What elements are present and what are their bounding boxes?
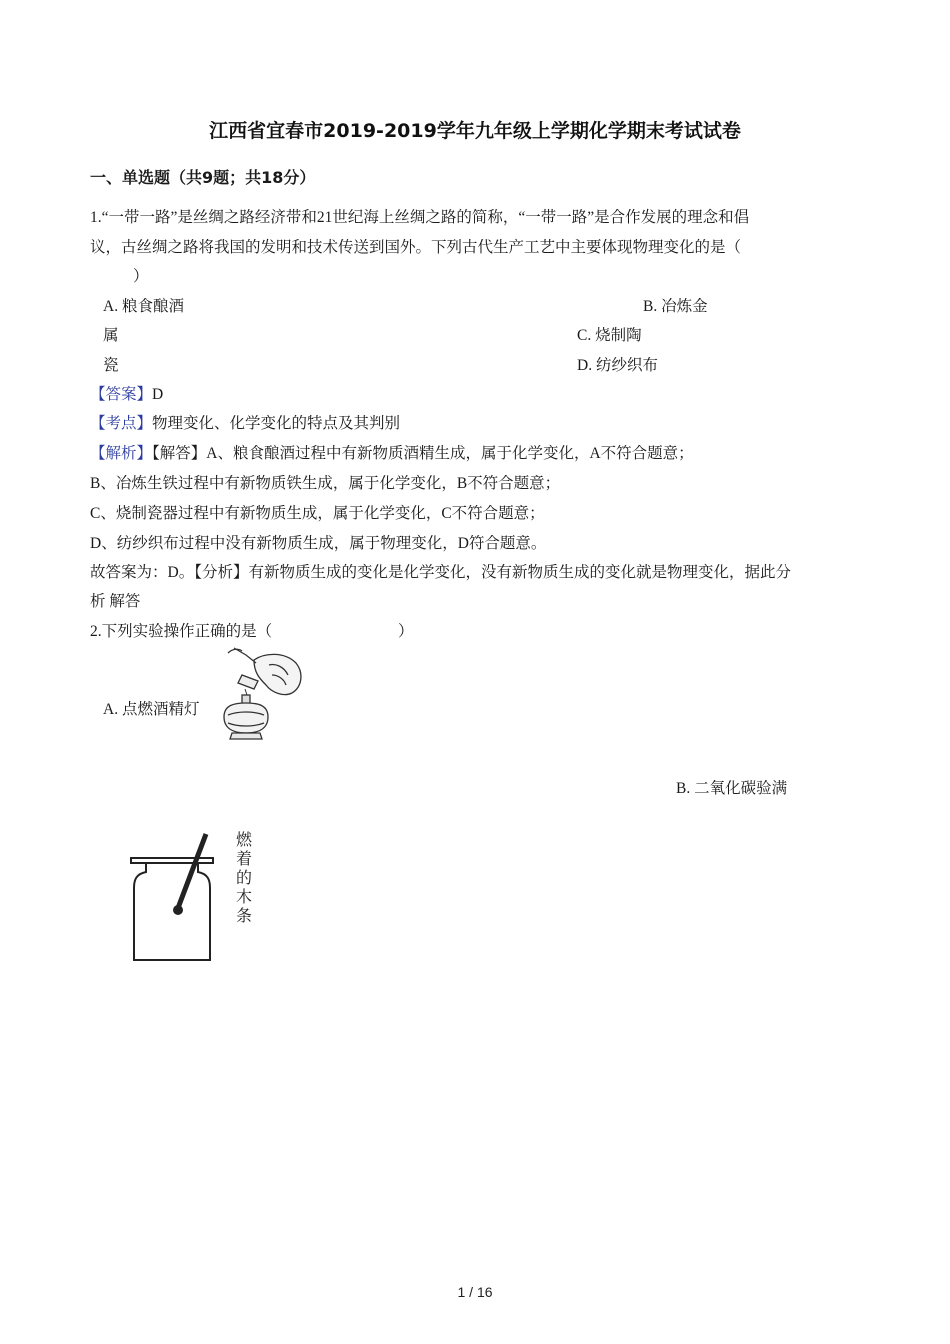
q1-point-line <box>90 414 400 434</box>
section-heading: 一、单选题（共9题；共18分） <box>90 168 316 187</box>
q1-analysis-line6: 析 解答 <box>90 593 141 610</box>
q2-stem: 2.下列实验操作正确的是（ <box>90 623 273 640</box>
analysis-text-1: 【解答】A、粮食酿酒过程中有新物质酒精生成，属于化学变化，A不符合题意； <box>152 445 694 462</box>
q1-stem-line1: 1.“一带一路”是丝绸之路经济带和21世纪海上丝绸之路的简称，“一带一路”是合作发展的理念和倡 <box>90 209 750 226</box>
q1-option-b-continued: 属 <box>103 327 119 344</box>
q2-option-b: B. 二氧化碳验满 <box>676 780 788 797</box>
answer-value: D <box>152 386 164 403</box>
analysis-tag: 【解析】 <box>90 445 153 462</box>
q2-option-a: A. 点燃酒精灯 <box>103 701 200 718</box>
q1-analysis-line5: 故答案为：D。【分析】有新物质生成的变化是化学变化，没有新物质生成的变化就是物理变化，据此分 <box>90 564 791 581</box>
alcohol-lamp-figure <box>214 645 314 745</box>
page-number: 1 / 16 <box>457 1284 493 1300</box>
q1-option-a: A. 粮食酿酒 <box>103 298 184 315</box>
page-title: 江西省宜春市2019-2019学年九年级上学期化学期末考试试卷 <box>209 120 741 142</box>
q1-analysis-line3: C、烧制瓷器过程中有新物质生成，属于化学变化，C不符合题意； <box>90 505 545 522</box>
q1-analysis-line4: D、纺纱织布过程中没有新物质生成，属于物理变化，D符合题意。 <box>90 535 547 552</box>
q1-option-b: B. 冶炼金 <box>643 298 708 315</box>
answer-tag: 【答案】 <box>90 386 153 403</box>
point-value: 物理变化、化学变化的特点及其判别 <box>152 415 401 432</box>
q1-answer-line <box>90 385 163 405</box>
q2-stem-end: ） <box>398 623 414 640</box>
q1-stem-line3: ） <box>133 268 149 285</box>
point-tag: 【考点】 <box>90 415 153 432</box>
q1-analysis-line2: B、冶炼生铁过程中有新物质铁生成，属于化学变化，B不符合题意； <box>90 475 561 492</box>
q1-option-d: D. 纺纱织布 <box>577 357 658 374</box>
q1-stem-line2: 议，古丝绸之路将我国的发明和技术传送到国外。下列古代生产工艺中主要体现物理变化的是（ <box>90 239 742 256</box>
burning-stick-label: 燃着的木条 <box>236 830 253 925</box>
q1-analysis-line1 <box>90 444 694 464</box>
q1-option-c-continued: 瓷 <box>103 357 119 374</box>
q1-option-c: C. 烧制陶 <box>577 327 642 344</box>
